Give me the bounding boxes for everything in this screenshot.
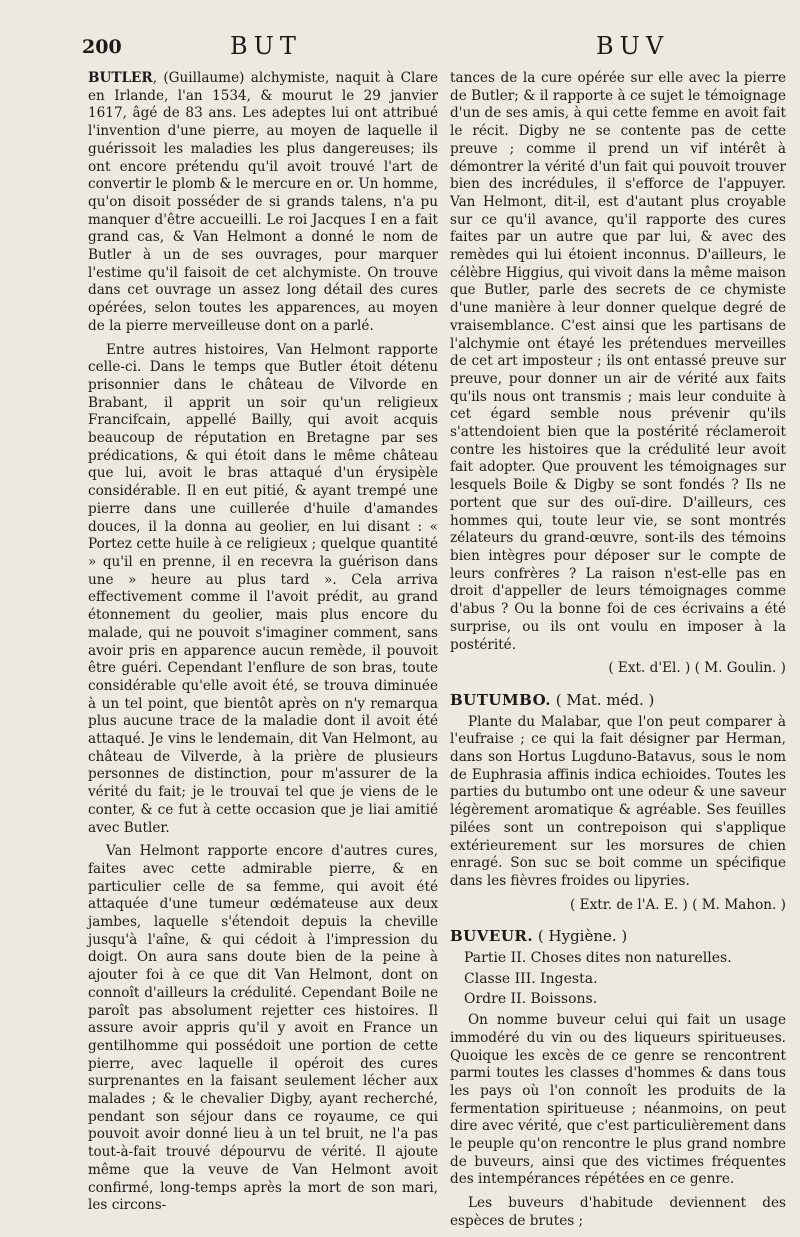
page-number: 200 (82, 36, 122, 58)
butler-continuation: tances de la cure opérée sur elle avec la pierre de Butler; & il rapporte à ce sujet le témoignage d'un de ses amis, à qui cette femme en avoit fait le récit. Digby ne se contente pas de cette preuve ; comme il prend un vif intérêt à démontrer la vérité d'un fait qui pouvoit trouver bien des incrédules, il s'efforce de l'appuyer. Van Helmont, dit-il, est d'autant plus croyable sur ce qu'il avance, qu'il rapporte des cures faites par un autre que par lui, & avec des remèdes qui lui étoient inconnus. D'ailleurs, le célèbre Higgius, qui vivoit dans la même maison que Butler, parle des secrets de ce chymiste d'une manière à leur donner quelque degré de vraisemblance. C'est ainsi que les partisans de l'alchymie ont étayé les prétendues merveilles de cet art imposteur ; ils ont entassé preuve sur preuve, pour donner un air de vérité aux faits qu'ils nous ont transmis ; mais leur conduite à cet égard semble nous prévenir qu'ils s'attendoient bien que la postérité réclameroit contre les histoires que la crédulité leur avoit fait adopter. Que prouvent les témoignages sur lesquels Boile & Digby se sont fondés ? Ils ne portent que sur des ouï-dire. D'ailleurs, ces hommes qui, toute leur vie, se sont montrés zélateurs du grand-œuvre, sont-ils des témoins bien intègres pour déposer sur le compte de leurs confrères ? La raison n'est-elle pas en droit d'appeller de leurs témoignages comme d'abus ? Ou la bonne foi de ces écrivains a été surprise, ou ils ont voulu en imposer à la postérité. (450, 70, 786, 653)
butler-story-paragraph: Entre autres histoires, Van Helmont rapporte celle-ci. Dans le temps que Butler étoit détenu prisonnier dans le château de Vilvorde en Brabant, il apprit un soir qu'un religieux Francifcain, appellé Bailly, qui avoit acquis beaucoup de réputation en Bretagne par ses prédications, & qui étoit dans le même château que lui, avoit le bras attaqué d'un érysipèle considérable. Il en eut pitié, & ayant trempé une pierre dans une cuillerée d'huile d'amandes douces, il la donna au geolier, en lui disant : « Portez cette huile à ce religieux ; quelque quantité » qu'il en prenne, il en recevra la guérison dans une » heure au plus tard ». Cela arriva effectivement comme il l'avoit prédit, au grand étonnement du geolier, mais plus encore du malade, qui ne pouvoit s'imaginer comment, sans avoir pris en apparence aucun remède, il pouvoit être guéri. Cependant l'enflure de son bras, toute considérable qu'elle avoit été, se trouva diminuée à un tel point, que bientôt après on n'y remarqua plus aucune trace de la maladie dont il avoit été attaqué. Je vins le lendemain, dit Van Helmont, au château de Vilverde, à la prière de plusieurs personnes de distinction, pour m'assurer de la vérité du fait; je le trouvai tel que je viens de le conter, & ce fut à cette occasion que je liai amitié avec Butler. (88, 341, 438, 836)
buveur-ordre: Ordre II. Boissons. (464, 991, 598, 1008)
butler-text: , (Guillaume) alchymiste, naquit à Clare en Irlande, l'an 1534, & mourut le 29 janvier 1617, âgé de 83 ans. Les adeptes lui ont attribué l'invention d'une pierre, au moyen de laquelle il guérissoit les maladies les plus dangereuses; ils ont encore prétendu qu'il avoit trouvé l'art de convertir le plomb & le mercure en or. Un homme, qu'on disoit posséder de si grands talens, n'a pu manquer d'être accueilli. Le roi Jacques I en a fait grand cas, & Van Helmont a donné le nom de Butler à un de ses ouvrages, pour marquer l'estime qu'il faisoit de cet alchymiste. On trouve dans cet ouvrage un assez long détail des cures opérées, selon toutes les apparences, au moyen de la pierre merveilleuse dont on a parlé. (88, 70, 438, 334)
left-column (88, 70, 438, 1221)
right-column (450, 70, 786, 1237)
butumbo-signature: ( Extr. de l'A. E. ) ( M. Mahon. ) (570, 896, 786, 913)
butumbo-term: BUTUMBO. (450, 690, 551, 709)
left-running-head: BUT (230, 32, 302, 60)
buveur-classe: Classe III. Ingesta. (464, 970, 598, 987)
butler-cures-paragraph: Van Helmont rapporte encore d'autres cures, faites avec cette admirable pierre, & en particulier celle de sa femme, qui avoit été attaquée d'une tumeur œdémateuse aux deux jambes, laquelle s'étendoit depuis la cheville jusqu'à l'aîne, & qui cédoit à l'impression du doigt. On aura sans doute bien de la peine à ajouter foi à ce que dit Van Helmont, dont on connoît d'ailleurs la crédulité. Cependant Boile ne paroît pas absolument rejetter ces histoires. Il assure avoir appris qu'il y avoit en France un gentilhomme qui possédoit une portion de cette pierre, avec laquelle il opéroit des cures surprenantes en la faisant seulement lécher aux malades ; & le chevalier Digby, ayant recherché, pendant son séjour dans ce royaume, ce qui pouvoit avoir donné lieu à un tel bruit, ne l'a pas tout-à-fait trouvé dépourvu de vérité. Il ajoute même que la veuve de Van Helmont avoit confirmé, long-temps après la mort de son mari, les circons- (88, 843, 438, 1214)
buveur-heading (450, 928, 786, 946)
butler-signature: ( Ext. d'El. ) ( M. Goulin. ) (608, 660, 786, 677)
buveur-term: BUVEUR. (450, 927, 534, 946)
butler-term: BUTLER (88, 70, 153, 86)
butler-entry-paragraph (88, 70, 438, 336)
buveur-paragraph-1: On nomme buveur celui qui fait un usage immodéré du vin ou des liqueurs spiritueuses. Quoique les excès de ce genre se rencontrent parmi toutes les classes d'hommes & dans tous les pays où l'on connoît les produits de la fermentation spiritueuse ; néanmoins, on peut dire avec vérité, que c'est particulièrement dans le peuple qu'on rencontre le plus grand nombre de buveurs, ainsi que des victimes fréquentes des intempérances répétées en ce genre. (450, 1012, 786, 1188)
butumbo-heading (450, 692, 786, 710)
buveur-part: Partie II. Choses dites non naturelles. (464, 950, 732, 967)
butumbo-category: ( Mat. méd. ) (555, 690, 655, 709)
buveur-paragraph-2: Les buveurs d'habitude deviennent des espèces de brutes ; (450, 1195, 786, 1229)
butumbo-paragraph: Plante du Malabar, que l'on peut comparer à l'eufraise ; ce qui la fait désigner par Herman, dans son Hortus Lugduno-Batavus, sous le nom de Euphrasia affinis indica echioides. Toutes les parties du butumbo ont une odeur & une saveur légèrement aromatique & agréable. Ses feuilles pilées sont un contrepoison qui s'applique extérieurement sur les morsures de chien enragé. Son suc se boit comme un spécifique dans les fièvres froides ou lipyries. (450, 713, 786, 889)
buveur-category: ( Hygiène. ) (537, 927, 628, 946)
right-running-head: BUV (596, 32, 670, 60)
